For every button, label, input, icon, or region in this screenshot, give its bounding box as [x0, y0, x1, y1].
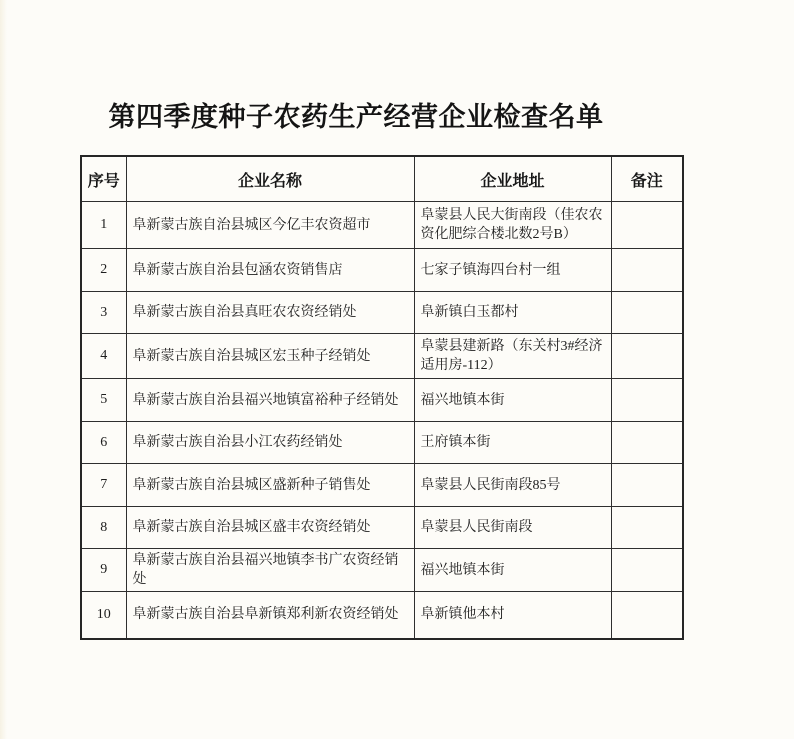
remark-cell	[611, 592, 683, 639]
name-cell: 阜新蒙古族自治县阜新镇郑利新农资经销处	[126, 592, 414, 639]
remark-cell	[611, 249, 683, 292]
name-cell: 阜新蒙古族自治县城区今亿丰农资超市	[126, 202, 414, 249]
address-cell: 阜蒙县人民大街南段（佳农农资化肥综合楼北数2号B）	[414, 202, 611, 249]
name-cell: 阜新蒙古族自治县城区盛新种子销售处	[126, 464, 414, 507]
serial-cell: 10	[81, 592, 126, 639]
remark-cell	[611, 292, 683, 334]
address-cell: 阜新镇他本村	[414, 592, 611, 639]
serial-cell: 2	[81, 249, 126, 292]
remark-cell	[611, 334, 683, 379]
name-cell: 阜新蒙古族自治县福兴地镇富裕种子经销处	[126, 379, 414, 422]
table-row	[81, 249, 683, 292]
remark-cell	[611, 507, 683, 549]
table-row	[81, 464, 683, 507]
serial-cell: 1	[81, 202, 126, 249]
header-row	[81, 156, 683, 202]
table-row	[81, 292, 683, 334]
address-cell: 阜蒙县建新路（东关村3#经济适用房-112）	[414, 334, 611, 379]
address-cell: 阜新镇白玉都村	[414, 292, 611, 334]
address-cell: 福兴地镇本街	[414, 379, 611, 422]
table-row	[81, 507, 683, 549]
name-cell: 阜新蒙古族自治县真旺农农资经销处	[126, 292, 414, 334]
header-company-name: 企业名称	[126, 156, 414, 202]
address-cell: 七家子镇海四台村一组	[414, 249, 611, 292]
remark-cell	[611, 549, 683, 592]
serial-cell: 5	[81, 379, 126, 422]
name-cell: 阜新蒙古族自治县福兴地镇李书广农资经销处	[126, 549, 414, 592]
table-row	[81, 334, 683, 379]
header-serial-number: 序号	[81, 156, 126, 202]
table-row	[81, 202, 683, 249]
address-cell: 福兴地镇本街	[414, 549, 611, 592]
table-row	[81, 379, 683, 422]
header-company-address: 企业地址	[414, 156, 611, 202]
remark-cell	[611, 379, 683, 422]
inspection-table	[80, 155, 684, 640]
serial-cell: 3	[81, 292, 126, 334]
serial-cell: 6	[81, 422, 126, 464]
name-cell: 阜新蒙古族自治县小江农药经销处	[126, 422, 414, 464]
serial-cell: 7	[81, 464, 126, 507]
table-row	[81, 549, 683, 592]
serial-cell: 8	[81, 507, 126, 549]
name-cell: 阜新蒙古族自治县城区宏玉种子经销处	[126, 334, 414, 379]
remark-cell	[611, 464, 683, 507]
remark-cell	[611, 422, 683, 464]
remark-cell	[611, 202, 683, 249]
address-cell: 阜蒙县人民街南段	[414, 507, 611, 549]
table-row	[81, 422, 683, 464]
page-title: 第四季度种子农药生产经营企业检查名单	[108, 102, 604, 132]
name-cell: 阜新蒙古族自治县城区盛丰农资经销处	[126, 507, 414, 549]
serial-cell: 9	[81, 549, 126, 592]
serial-cell: 4	[81, 334, 126, 379]
name-cell: 阜新蒙古族自治县包涵农资销售店	[126, 249, 414, 292]
header-remarks: 备注	[611, 156, 683, 202]
table-row	[81, 592, 683, 639]
address-cell: 王府镇本街	[414, 422, 611, 464]
address-cell: 阜蒙县人民街南段85号	[414, 464, 611, 507]
